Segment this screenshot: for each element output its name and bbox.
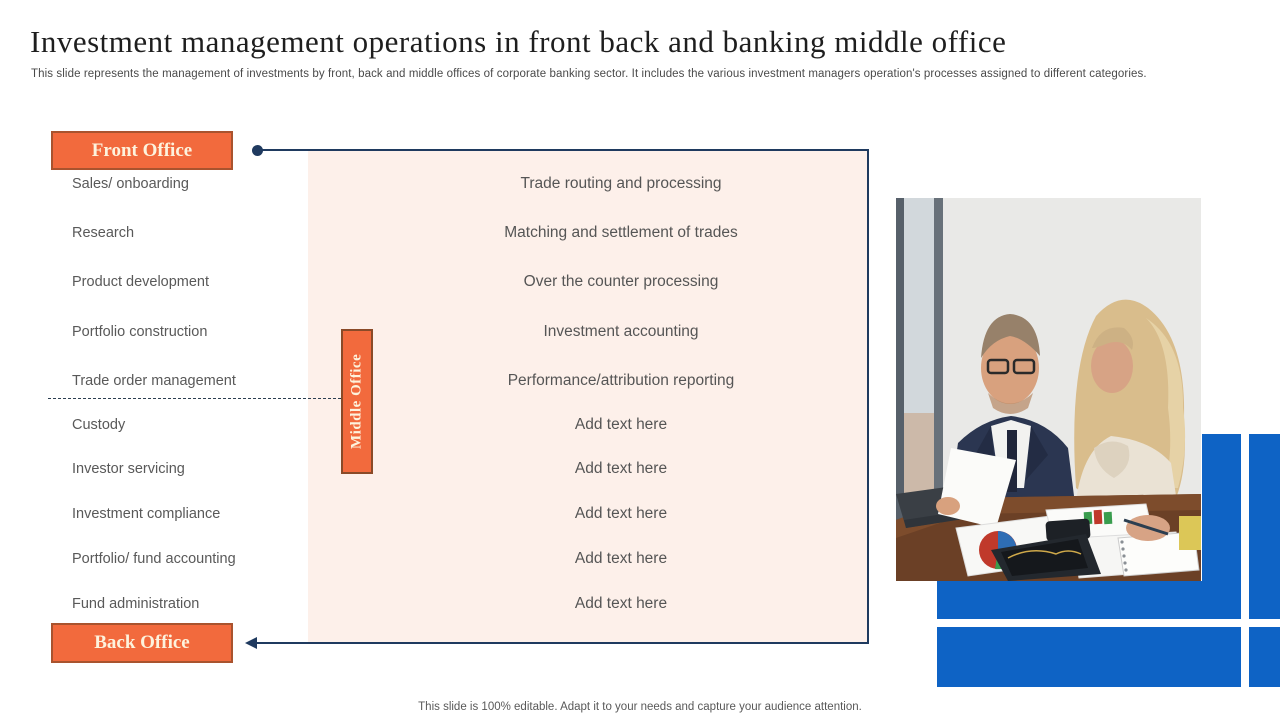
- add-text-placeholder[interactable]: Add text here: [574, 550, 668, 567]
- middle-panel-item: Over the counter processing: [523, 273, 719, 290]
- office-process-item: Portfolio construction: [72, 324, 208, 340]
- office-process-item: Trade order management: [72, 373, 236, 389]
- add-text-placeholder[interactable]: Add text here: [574, 505, 668, 522]
- middle-panel-item: Investment accounting: [543, 323, 699, 340]
- add-text-placeholder[interactable]: Add text here: [574, 416, 668, 433]
- decoration-blue-bar: [937, 627, 1241, 687]
- middle-panel-item: Matching and settlement of trades: [504, 224, 738, 241]
- decoration-blue-bar: [937, 581, 1241, 619]
- office-process-item: Product development: [72, 274, 210, 290]
- office-process-item: Sales/ onboarding: [72, 176, 189, 192]
- middle-panel-item: Trade routing and processing: [520, 175, 722, 192]
- add-text-placeholder[interactable]: Add text here: [574, 460, 668, 477]
- decoration-blue-column: [1249, 434, 1280, 619]
- panel-bottom-border: [256, 642, 869, 644]
- slide-subtitle: This slide represents the management of investments by front, back and middle offices of corporate banking sector. It includes the various investment managers operation's processes assigned to different categories.: [31, 68, 1147, 80]
- office-process-item: Custody: [72, 417, 126, 433]
- dashed-connector-line: [48, 398, 341, 399]
- page-title: Investment management operations in front back and banking middle office: [30, 24, 1007, 59]
- add-text-placeholder[interactable]: Add text here: [574, 595, 668, 612]
- front-office-button[interactable]: Front Office: [51, 131, 233, 170]
- office-process-item: Investor servicing: [72, 461, 185, 477]
- office-process-item: Fund administration: [72, 596, 200, 612]
- office-process-item: Investment compliance: [72, 506, 221, 522]
- back-office-button[interactable]: Back Office: [51, 623, 233, 663]
- middle-office-tag[interactable]: Middle Office: [341, 329, 373, 474]
- office-process-item: Research: [72, 225, 135, 241]
- office-photo: [896, 198, 1201, 581]
- footer-note: This slide is 100% editable. Adapt it to your needs and capture your audience attention.: [418, 701, 862, 713]
- middle-panel-item: Performance/attribution reporting: [507, 372, 735, 389]
- arrow-left-icon: [245, 637, 257, 649]
- decoration-blue-bar: [1249, 627, 1280, 687]
- office-process-item: Portfolio/ fund accounting: [72, 551, 236, 567]
